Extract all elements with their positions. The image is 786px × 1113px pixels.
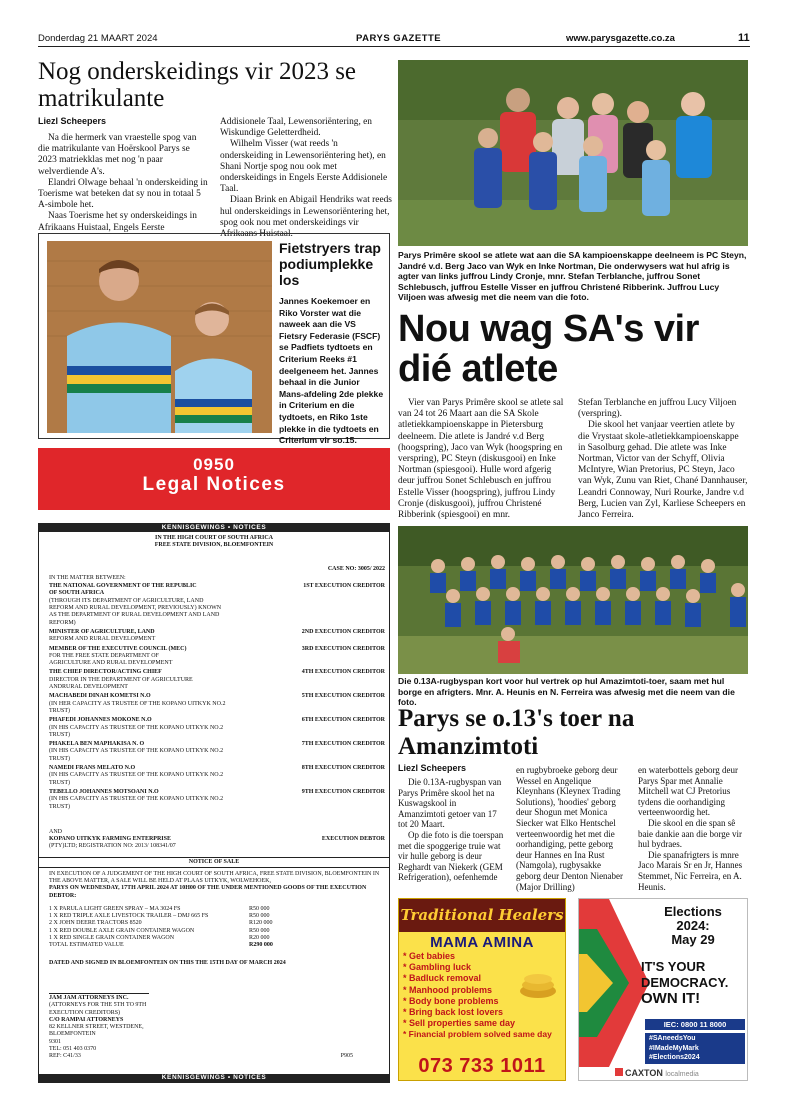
ad-healers-bullet: * Get babies bbox=[403, 951, 456, 961]
ad-elections-iec: IEC: 0800 11 8000 bbox=[645, 1019, 745, 1030]
athletes-col1: Vier van Parys Primêre skool se atlete sal van 24 tot 26 Maart aan die SA Skole atletiekkampioenskappe in Pietersburg deelneem. Die atlete is Jandré v.d Berg (hoogspring), Jaco van Wyk (hoogspring en verspring), PC Steyn (diskusgooi) en Inke Nortman (spiesgooi). Hulle word afgerig deur juffrou Sonet Schlebusch en juffrou Estelle Visser (hoogspring), juffrou Lindy Cronje (diskusgooi), juffrou Christené Ribberink (spiesgooi) en mnr. bbox=[398, 398, 564, 521]
rugby-col3: en waterbottels geborg deur Parys Spar met Annalie Mitchell wat CJ Pretorius tydens die oorhandiging verteenwoordig het. Die skool en die span sê baie dankie aan die borge vir hul bydraes. Die spanafrigters is mnre Jaco Marais Sr en Jr, Hannes Stemmet, Nic Ferreira, en A. Heunis. bbox=[638, 765, 743, 892]
rugby-byline: Liezl Scheepers bbox=[398, 763, 467, 773]
notice-item: 1 X RED DOUBLE AXLE GRAIN CONTAINER WAGON R50 000 bbox=[49, 927, 270, 934]
party-row: PHAFEDI JOHANNES MOKONE N.O (IN HIS CAPACITY AS TRUSTEE OF THE KOPANO UITKYK NO.2 TRUST) 6TH EXECUTION CREDITOR bbox=[49, 717, 385, 738]
ad-healers-bullet: * Badluck removal bbox=[403, 973, 482, 984]
ad-elections-title: Elections 2024: May 29 bbox=[664, 904, 722, 947]
legal-notices-banner bbox=[38, 448, 390, 510]
party-row: MEMBER OF THE EXECUTIVE COUNCIL (MEC) FOR THE FREE STATE DEPARTMENT OF AGRICULTURE AND RURAL DEVELOPMENT 3RD EXECUTION CREDITOR bbox=[49, 645, 385, 667]
ad-elections-flag-icon bbox=[579, 899, 649, 1067]
party-row: TEBELLO JOHANNES MOTSOANI N.O (IN HIS CAPACITY AS TRUSTEE OF THE KOPANO UITKYK NO.2 TRUST) 9TH EXECUTION CREDITOR bbox=[49, 788, 385, 810]
article-matric-col2: Addisionele Taal, Lewensoriëntering, en Wiskundige Geletterdheid. Wilhelm Visser (wat reeds 'n onderskeiding in Lewensoriëntering het), en Shani Nortje spog nou ook met onderskeidings in Engels Eerste Addisionele Taal. Diaan Brink en Abigail Hendriks wat reeds hul onderskeidings in Lewensoriëntering het, spog ook nou met onderskeidings vir Afrikaans Huistaal. bbox=[220, 117, 392, 240]
notice-items bbox=[39, 900, 389, 950]
cyclists-photo bbox=[47, 241, 272, 433]
notice-item: 2 X JOHN DEERE TRACTORS 8520 R120 000 bbox=[49, 920, 273, 927]
cyclists-headline: Fietstryers trap podiumplekke los bbox=[279, 240, 381, 288]
party-row: MINISTER OF AGRICULTURE, LAND REFORM AND RURAL DEVELOPMENT 2ND EXECUTION CREDITOR bbox=[49, 628, 385, 643]
header-date: Donderdag 21 MAART 2024 bbox=[38, 33, 158, 44]
notice-item-total: TOTAL ESTIMATED VALUE R290 000 bbox=[49, 942, 273, 949]
notice-sale-text: IN EXECUTION OF A JUDGEMENT OF THE HIGH COURT OF SOUTH AFRICA, FREE STATE DIVISION, BLOEMFONTEIN IN THE ABOVE MATTER, A SALE WILL BE HELD AT PLAAS UITKYK, WOLWEHOEK, PARYS ON WEDNESDAY, 17TH APRIL 2024 AT 10H00 OF THE UNDER MENTIONED GOODS OF THE EXECUTION DEBTOR: bbox=[49, 870, 380, 899]
caxton-logo-icon bbox=[615, 1068, 623, 1076]
ad-elections-slogan: IT'S YOUR DEMOCRACY. OWN IT! bbox=[641, 959, 729, 1007]
notice-sale-title: NOTICE OF SALE bbox=[39, 857, 389, 868]
notice-signed: DATED AND SIGNED IN BLOEMFONTEIN ON THIS THE 15TH DAY OF MARCH 2024 bbox=[49, 959, 286, 966]
ad-healers-bullet: * Body bone problems bbox=[403, 995, 499, 1006]
athletes-photo-image bbox=[398, 60, 748, 246]
cyclists-photo-image bbox=[47, 241, 272, 433]
ad-healers-title: Traditional Healers bbox=[400, 906, 564, 924]
athletes-caption: Parys Primêre skool se atlete wat aan die SA kampioenskappe deelneem is PC Steyn, Jandré v.d. Berg Jaco van Wyk en Inke Nortman, Die onderwysers wat hul afrig is agter van links juffrou Lindy Cronje, mnr. Stefan Terblanche, juffrou Sonet Schlebusch, juffrou Estelle Visser en juffrou Christené Ribberink. Juffrou Lucy Viljoen was afwesig met die neem van die foto. bbox=[398, 250, 747, 303]
ad-traditional-healers bbox=[398, 898, 566, 1081]
athletes-col2: Stefan Terblanche en juffrou Lucy Viljoen (verspring). Die skool het vanjaar veertien atlete by die Vrystaat skole-atletiekkampioenskappe in Sasolburg gehad. Die atlete was Inke Nortman, Victor van der Schyff, Olivia McIntyre, Wian Pretorius, PC Steyn, Jaco van Wyk, Zunu van Riet, Chané Dannhauser, Leandri Connoway, Nuri Rourke, Jandre v.d Berg, Lucien van Zyl, Karliese Scheepers en Janco Ferreira. bbox=[578, 398, 748, 521]
party-row: MACHABEDI DINAH KOMETSI N.O (IN HER CAPACITY AS TRUSTEE OF THE KOPANO UITKYK NO.2 TRUST) 5TH EXECUTION CREDITOR bbox=[49, 693, 385, 714]
notice-ref-code: P905 bbox=[340, 1053, 353, 1060]
notice-top-bar: KENNISGEWINGS • NOTICES bbox=[39, 524, 389, 532]
ad-healers-coins-icon bbox=[517, 965, 559, 1001]
ad-healers-phone[interactable]: 073 733 1011 bbox=[418, 1055, 546, 1077]
notice-debtor: KOPANO UITKYK FARMING ENTERPRISE (PTY)LTD; REGISTRATION NO: 2013/ 108341/07 EXECUTION DEBTOR bbox=[49, 836, 385, 850]
athletes-photo bbox=[398, 60, 748, 246]
ad-elections-brand: CAXTON localmedia bbox=[615, 1068, 699, 1078]
notice-attorney: JAM JAM ATTORNEYS INC. (ATTORNEYS FOR THE 5TH TO 9TH EXECUTION CREDITORS) C/O RAMPAI ATTORNEYS 82 KELLNER STREET, WESTDENE, BLOEMFONTEIN 9301 TEL: 051 403 0370 REF: C41/33 P905 bbox=[49, 994, 353, 1060]
ad-healers-bullet: * Bring back lost lovers bbox=[403, 1007, 504, 1018]
notice-court2: FREE STATE DIVISION, BLOEMFONTEIN bbox=[154, 542, 274, 549]
ad-healers-name: MAMA AMINA bbox=[430, 934, 534, 951]
ad-healers-bullet: * Financial problem solved same day bbox=[403, 1029, 552, 1040]
notice-matter: IN THE MATTER BETWEEN: bbox=[49, 574, 126, 581]
notice-and: AND bbox=[49, 828, 62, 835]
notice-case-no: CASE NO: 3005/ 2022 bbox=[327, 565, 385, 572]
party-row: NAMEDI FRANS MELATO N.O (IN HIS CAPACITY AS TRUSTEE OF THE KOPANO UITKYK NO.2 TRUST) 8TH EXECUTION CREDITOR bbox=[49, 765, 385, 786]
rugby-caption: Die 0.13A-rugbyspan kort voor hul vertrek op hul Amazimtoti-toer, saam met hul borge en afrigters. Mnr. A. Heunis en N. Ferreira was afwesig met die neem van die foto. bbox=[398, 676, 735, 708]
legal-banner-code: 0950 bbox=[193, 455, 235, 474]
party-row: THE NATIONAL GOVERNMENT OF THE REPUBLIC OF SOUTH AFRICA (THROUGH ITS DEPARTMENT OF AGRICULTURE, LAND REFORM AND RURAL DEVELOPMENT, PREVIOUSLY) KNOWN AS THE DEPARTMENT OF RURAL DEVELOPMENT AND LAND REFORM) 1ST EXECUTION CREDITOR bbox=[49, 583, 385, 626]
athletes-headline: Nou wag SA's vir dié atlete bbox=[398, 308, 699, 390]
header-paper: PARYS GAZETTE bbox=[356, 33, 442, 44]
rugby-photo-image bbox=[398, 526, 748, 674]
legal-notice bbox=[38, 523, 390, 1083]
cyclists-body: Jannes Koekemoer en Riko Vorster wat die naweek aan die VS Fietsry Federasie (FSCF) se Padfiets tydtoets en Criterium Reeks #1 deelgeneem het. Jannes behaal in die Junior Mans-afdeling 2de plekke in Criterium en die tydtoets, en Riko 1ste plekke in die tydtoets en Criterium vir so.15. bbox=[279, 296, 384, 446]
ad-healers-bullet: * Manhood problems bbox=[403, 984, 493, 995]
ad-healers-bullet: * Sell properties same day bbox=[403, 1018, 516, 1029]
notice-item: 1 X RED TRIPLE AXLE LIVESTOCK TRAILER – DMJ 665 FS R50 000 bbox=[49, 913, 270, 920]
rugby-col1: Die 0.13A-rugbyspan van Parys Primêre skool het na Kuswagskool in Amanzimtoti getoer van 17 tot 20 Maart. Op die foto is die toerspan met die spoggerige truie wat vir hulle geborg is deur Reghardt van Niekerk (GEM Refrigeration), oefenhemde bbox=[398, 777, 504, 883]
rugby-photo bbox=[398, 526, 748, 674]
cyclists-box bbox=[38, 233, 390, 446]
article-matric-byline: Liezl Scheepers bbox=[38, 116, 107, 126]
ad-healers-title-bar bbox=[399, 899, 565, 932]
rugby-col2: en rugbybroeke geborg deur Wessel en Angelique Kleynhans (Kleynex Trading Solutions), 'hoodies' geborg deur Shogun met Monica Siecker wat Elko Hentschel verteenwoordig het met die oorhandiging, pette geborg deur Hannes en Ina Rust (Namgola), rugbysakke geborg deur Denton Nienaber (Major Drilling) bbox=[516, 765, 624, 892]
ad-healers-bullet: * Gambling luck bbox=[403, 962, 472, 973]
notice-parties bbox=[39, 583, 389, 811]
article-matric-col1: Na die hermerk van vraestelle spog van die matrikulante van Hoërskool Parys se 2023 matriekklas met nog 'n paar welverdiende A's. Elandri Olwage behaal 'n onderskeiding in Toerisme wat beteken dat sy nou in totaal 5 A-simbole het. Naas Toerisme het sy onderskeidings in Afrikaans Huistaal, Engels Eerste bbox=[38, 133, 208, 233]
rugby-headline: Parys se o.13's toer na Amanzimtoti bbox=[398, 705, 635, 760]
page-header bbox=[38, 33, 750, 47]
party-row: PHAKELA BEN MAPHAKISA N. O (IN HIS CAPACITY AS TRUSTEE OF THE KOPANO UITKYK NO.2 TRUST) 7TH EXECUTION CREDITOR bbox=[49, 741, 385, 762]
ad-elections bbox=[578, 898, 748, 1081]
header-page-number: 11 bbox=[738, 32, 750, 44]
party-row: THE CHIEF DIRECTOR/ACTING CHIEF DIRECTOR IN THE DEPARTMENT OF AGRICULTURE ANDRURAL DEVELOPMENT 4TH EXECUTION CREDITOR bbox=[49, 669, 385, 691]
notice-court1: IN THE HIGH COURT OF SOUTH AFRICA bbox=[154, 535, 274, 541]
notice-bottom-bar: KENNISGEWINGS • NOTICES bbox=[39, 1074, 389, 1082]
legal-banner-title: Legal Notices bbox=[142, 474, 286, 495]
notice-item: 1 X PARULA LIGHT GREEN SPRAY – MA 3024 FS R50 000 bbox=[49, 905, 270, 912]
header-website: www.parysgazette.co.za bbox=[566, 33, 675, 44]
notice-item: 1 X RED SINGLE GRAIN CONTAINER WAGON R20 000 bbox=[49, 935, 270, 942]
article-matric-headline: Nog onderskeidings vir 2023 se matrikulante bbox=[38, 58, 357, 112]
ad-elections-tags: #SAneedsYou #IMadeMyMark #Elections2024 bbox=[645, 1033, 745, 1064]
